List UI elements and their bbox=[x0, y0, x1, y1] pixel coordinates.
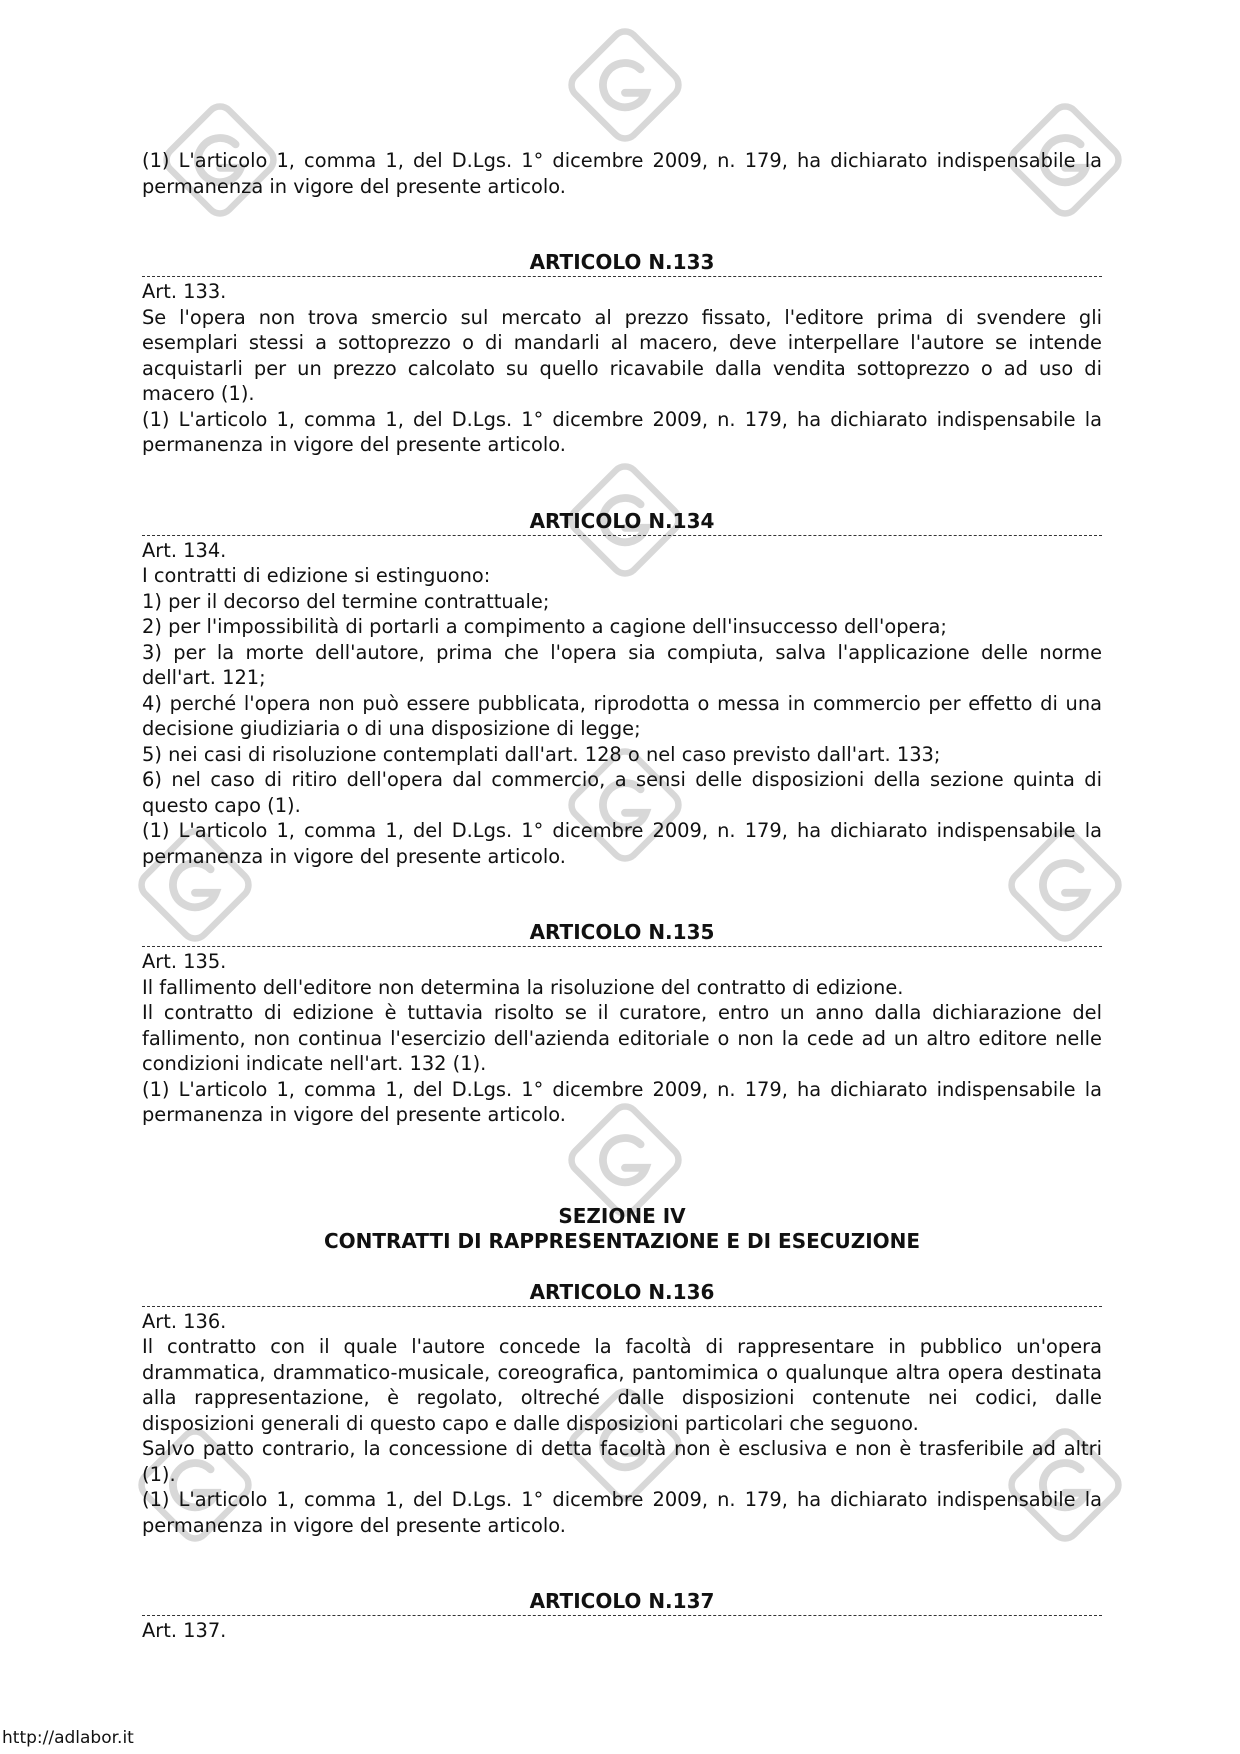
article-paragraph: I contratti di edizione si estinguono: bbox=[142, 564, 491, 587]
article-heading: ARTICOLO N.137 bbox=[142, 1589, 1102, 1616]
list-item: 4) perché l'opera non può essere pubblicata, riprodotta o messa in commercio per effetto di una decisione giudiziaria o di una disposizione di legge; bbox=[142, 691, 1102, 740]
article-number-line: Art. 137. bbox=[142, 1619, 227, 1642]
document-body bbox=[142, 148, 1102, 1644]
article-heading: ARTICOLO N.136 bbox=[142, 1280, 1102, 1307]
article-paragraph: Il fallimento dell'editore non determina la risoluzione del contratto di edizione. bbox=[142, 975, 904, 999]
article-heading: ARTICOLO N.135 bbox=[142, 920, 1102, 947]
footer-url[interactable]: http://adlabor.it bbox=[2, 1728, 134, 1748]
article-heading: ARTICOLO N.133 bbox=[142, 250, 1102, 277]
article-number-line: Art. 133. bbox=[142, 280, 227, 303]
footnote-text: (1) L'articolo 1, comma 1, del D.Lgs. 1° dicembre 2009, n. 179, ha dichiarato indispensabile la permanenza in vigore del presente articolo. bbox=[142, 819, 1102, 868]
article-134 bbox=[142, 509, 1102, 870]
article-133 bbox=[142, 250, 1102, 458]
article-paragraph: Il contratto di edizione è tuttavia risolto se il curatore, entro un anno dalla dichiarazione del fallimento, non continua l'esercizio dell'azienda editoriale o non la cede ad un altro editore nelle condizioni indicate nell'art. 132 (1). bbox=[142, 1001, 1102, 1075]
footnote-text: (1) L'articolo 1, comma 1, del D.Lgs. 1° dicembre 2009, n. 179, ha dichiarato indispensabile la permanenza in vigore del presente articolo. bbox=[142, 1077, 1102, 1126]
article-number-line: Art. 135. bbox=[142, 950, 227, 973]
footnote-text: (1) L'articolo 1, comma 1, del D.Lgs. 1° dicembre 2009, n. 179, ha dichiarato indispensabile la permanenza in vigore del presente articolo. bbox=[142, 1488, 1102, 1537]
section-number: SEZIONE IV bbox=[558, 1203, 686, 1228]
article-135 bbox=[142, 920, 1102, 1128]
article-number-line: Art. 136. bbox=[142, 1309, 227, 1333]
article-heading: ARTICOLO N.134 bbox=[142, 509, 1102, 536]
section-title: CONTRATTI DI RAPPRESENTAZIONE E DI ESECUZIONE bbox=[323, 1229, 921, 1253]
list-item: 2) per l'impossibilità di portarli a compimento a cagione dell'insuccesso dell'opera; bbox=[142, 615, 947, 638]
intro-note bbox=[142, 148, 1102, 199]
article-137 bbox=[142, 1589, 1102, 1644]
list-item: 6) nel caso di ritiro dell'opera dal commercio, a sensi delle disposizioni della sezione quinta di questo capo (1). bbox=[142, 768, 1102, 817]
list-item: 3) per la morte dell'autore, prima che l'opera sia compiuta, salva l'applicazione delle norme dell'art. 121; bbox=[142, 640, 1102, 689]
list-item: 5) nei casi di risoluzione contemplati dall'art. 128 o nel caso previsto dall'art. 133; bbox=[142, 742, 941, 766]
article-paragraph: Il contratto con il quale l'autore concede la facoltà di rappresentare in pubblico un'opera drammatica, drammatico-musicale, coreografica, pantomimica o qualunque altra opera destinata alla rappresentazione, è regolato, oltreché dalle disposizioni contenute nei codici, dalle disposizioni generali di questo capo e dalle disposizioni particolari che seguono. bbox=[142, 1335, 1102, 1435]
footnote-text: (1) L'articolo 1, comma 1, del D.Lgs. 1° dicembre 2009, n. 179, ha dichiarato indispensabile la permanenza in vigore del presente articolo. bbox=[142, 149, 1102, 198]
footnote-text: (1) L'articolo 1, comma 1, del D.Lgs. 1° dicembre 2009, n. 179, ha dichiarato indispensabile la permanenza in vigore del presente articolo. bbox=[142, 407, 1102, 456]
article-number-line: Art. 134. bbox=[142, 538, 227, 562]
article-paragraph: Se l'opera non trova smercio sul mercato al prezzo fissato, l'editore prima di svendere gli esemplari stessi a sottoprezzo o di mandarli al macero, deve interpellare l'autore se intende acquistarli per un prezzo calcolato su quello ricavabile dalla vendita sottoprezzo o ad uso di macero (1). bbox=[142, 305, 1102, 405]
section-header bbox=[142, 1204, 1102, 1255]
diamond-g-logo-icon bbox=[560, 20, 690, 150]
article-136 bbox=[142, 1280, 1102, 1539]
article-paragraph: Salvo patto contrario, la concessione di detta facoltà non è esclusiva e non è trasferibile ad altri (1). bbox=[142, 1437, 1102, 1486]
list-item: 1) per il decorso del termine contrattuale; bbox=[142, 589, 550, 613]
